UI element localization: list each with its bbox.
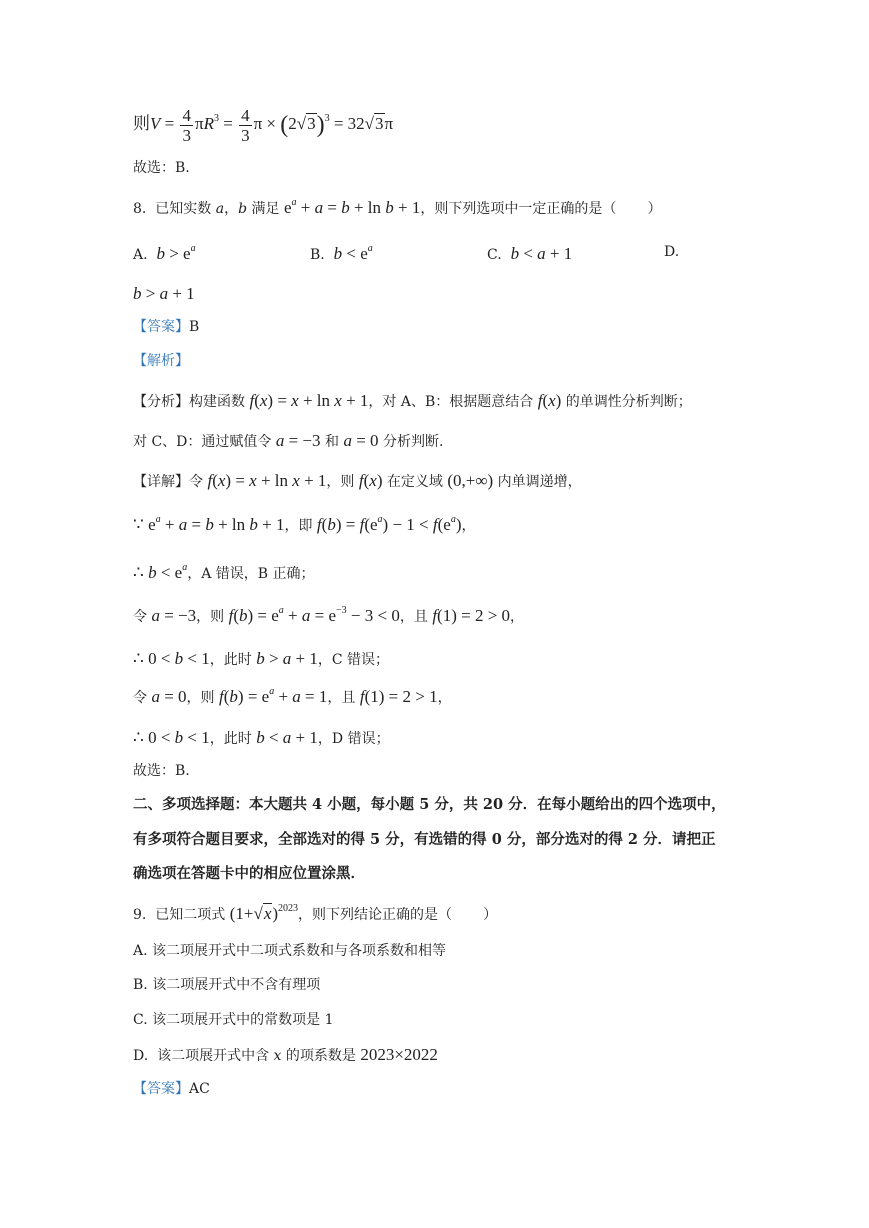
section-2-line-2: 有多项符合题目要求，全部选对的得 5 分，有选错的得 0 分，部分选对的得 2 分．请把正 [133,831,716,848]
q8-option-b: B. $b < e^a$ [310,243,373,263]
answer-label: 【答案】 [133,1081,189,1097]
detail-line-1: 【详解】令 f(x) = x + ln x + 1，则 f(x) 在定义域 (0,+∞) 内单调递增， [133,471,582,490]
q9-option-d: D. 该二项展开式中含 x 的项系数是 2023×2022 [133,1045,438,1064]
detail-line-2: ∵ $e^a + a = b + \ln b + 1$，即 $f(b) = f(e^a) - 1 < f(e^a)$， [133,514,476,534]
volume-formula-line [133,107,393,144]
section-2-line-3: 确选项在答题卡中的相应位置涂黑． [133,865,365,882]
xiangjie-label: 【详解】 [133,474,189,490]
q8-option-a: A. $b > e^a$ [133,243,196,263]
detail-line-3: ∴ $b < e^a$，A 错误，B 正确； [133,562,315,582]
fenxi-line-1: 【分析】构建函数 f(x) = x + ln x + 1，对 A、B：根据题意结合 f(x) 的单调性分析判断； [133,391,692,410]
q8-option-d-label: D. [664,244,680,260]
answer-8 [133,320,199,334]
detail-line-5: ∴ 0 < b < 1，此时 b > a + 1，C 错误； [133,649,390,668]
answer-value: AC [189,1081,210,1097]
q8-option-d-value: b > a + 1 [133,284,195,303]
section-2-line-1: 二、多项选择题：本大题共 4 小题，每小题 5 分，共 20 分．在每小题给出的四个选项中， [133,796,726,813]
volume-formula: 则V = $\frac{4}{3}$ $\pi R^3$ = $\frac{4}{3}$ $\pi \times (2√3)^3 = 32√3\pi$ [133,106,394,145]
conclusion-line: 故选：B. [133,160,190,176]
detail-line-6: 令 a = 0，则 $f(b) = e^a + a = 1$，且 f(1) = 2 > 1， [133,686,452,706]
answer-label: 【答案】 [133,319,189,335]
fenxi-line-2: 对 C、D：通过赋值令 a = −3 和 a = 0 分析判断. [133,431,444,450]
q8-option-c: C. b < a + 1 [487,244,573,263]
detail-line-8: 故选：B. [133,763,190,779]
analysis-label: 【解析】 [133,353,189,369]
q9-option-c: C. 该二项展开式中的常数项是 1 [133,1012,334,1028]
question-8: 8. 已知实数 a，b 满足 $e^a + a = b + \ln b + 1$，则下列选项中一定正确的是（ ） [133,197,662,217]
fenxi-label: 【分析】 [133,394,189,410]
answer-9 [133,1082,210,1096]
q9-option-b: B. 该二项展开式中不含有理项 [133,977,321,993]
answer-value: B [189,319,200,335]
detail-line-4: 令 a = −3，则 $f(b) = e^a + a = e^{-3} - 3 < 0$，且 f(1) = 2 > 0， [133,605,525,625]
question-9: 9. 已知二项式 $(1+√x)^{2023}$，则下列结论正确的是（ ） [133,903,498,923]
detail-line-7: ∴ 0 < b < 1，此时 b < a + 1，D 错误； [133,728,390,747]
q9-option-a: A. 该二项展开式中二项式系数和与各项系数和相等 [133,943,447,959]
